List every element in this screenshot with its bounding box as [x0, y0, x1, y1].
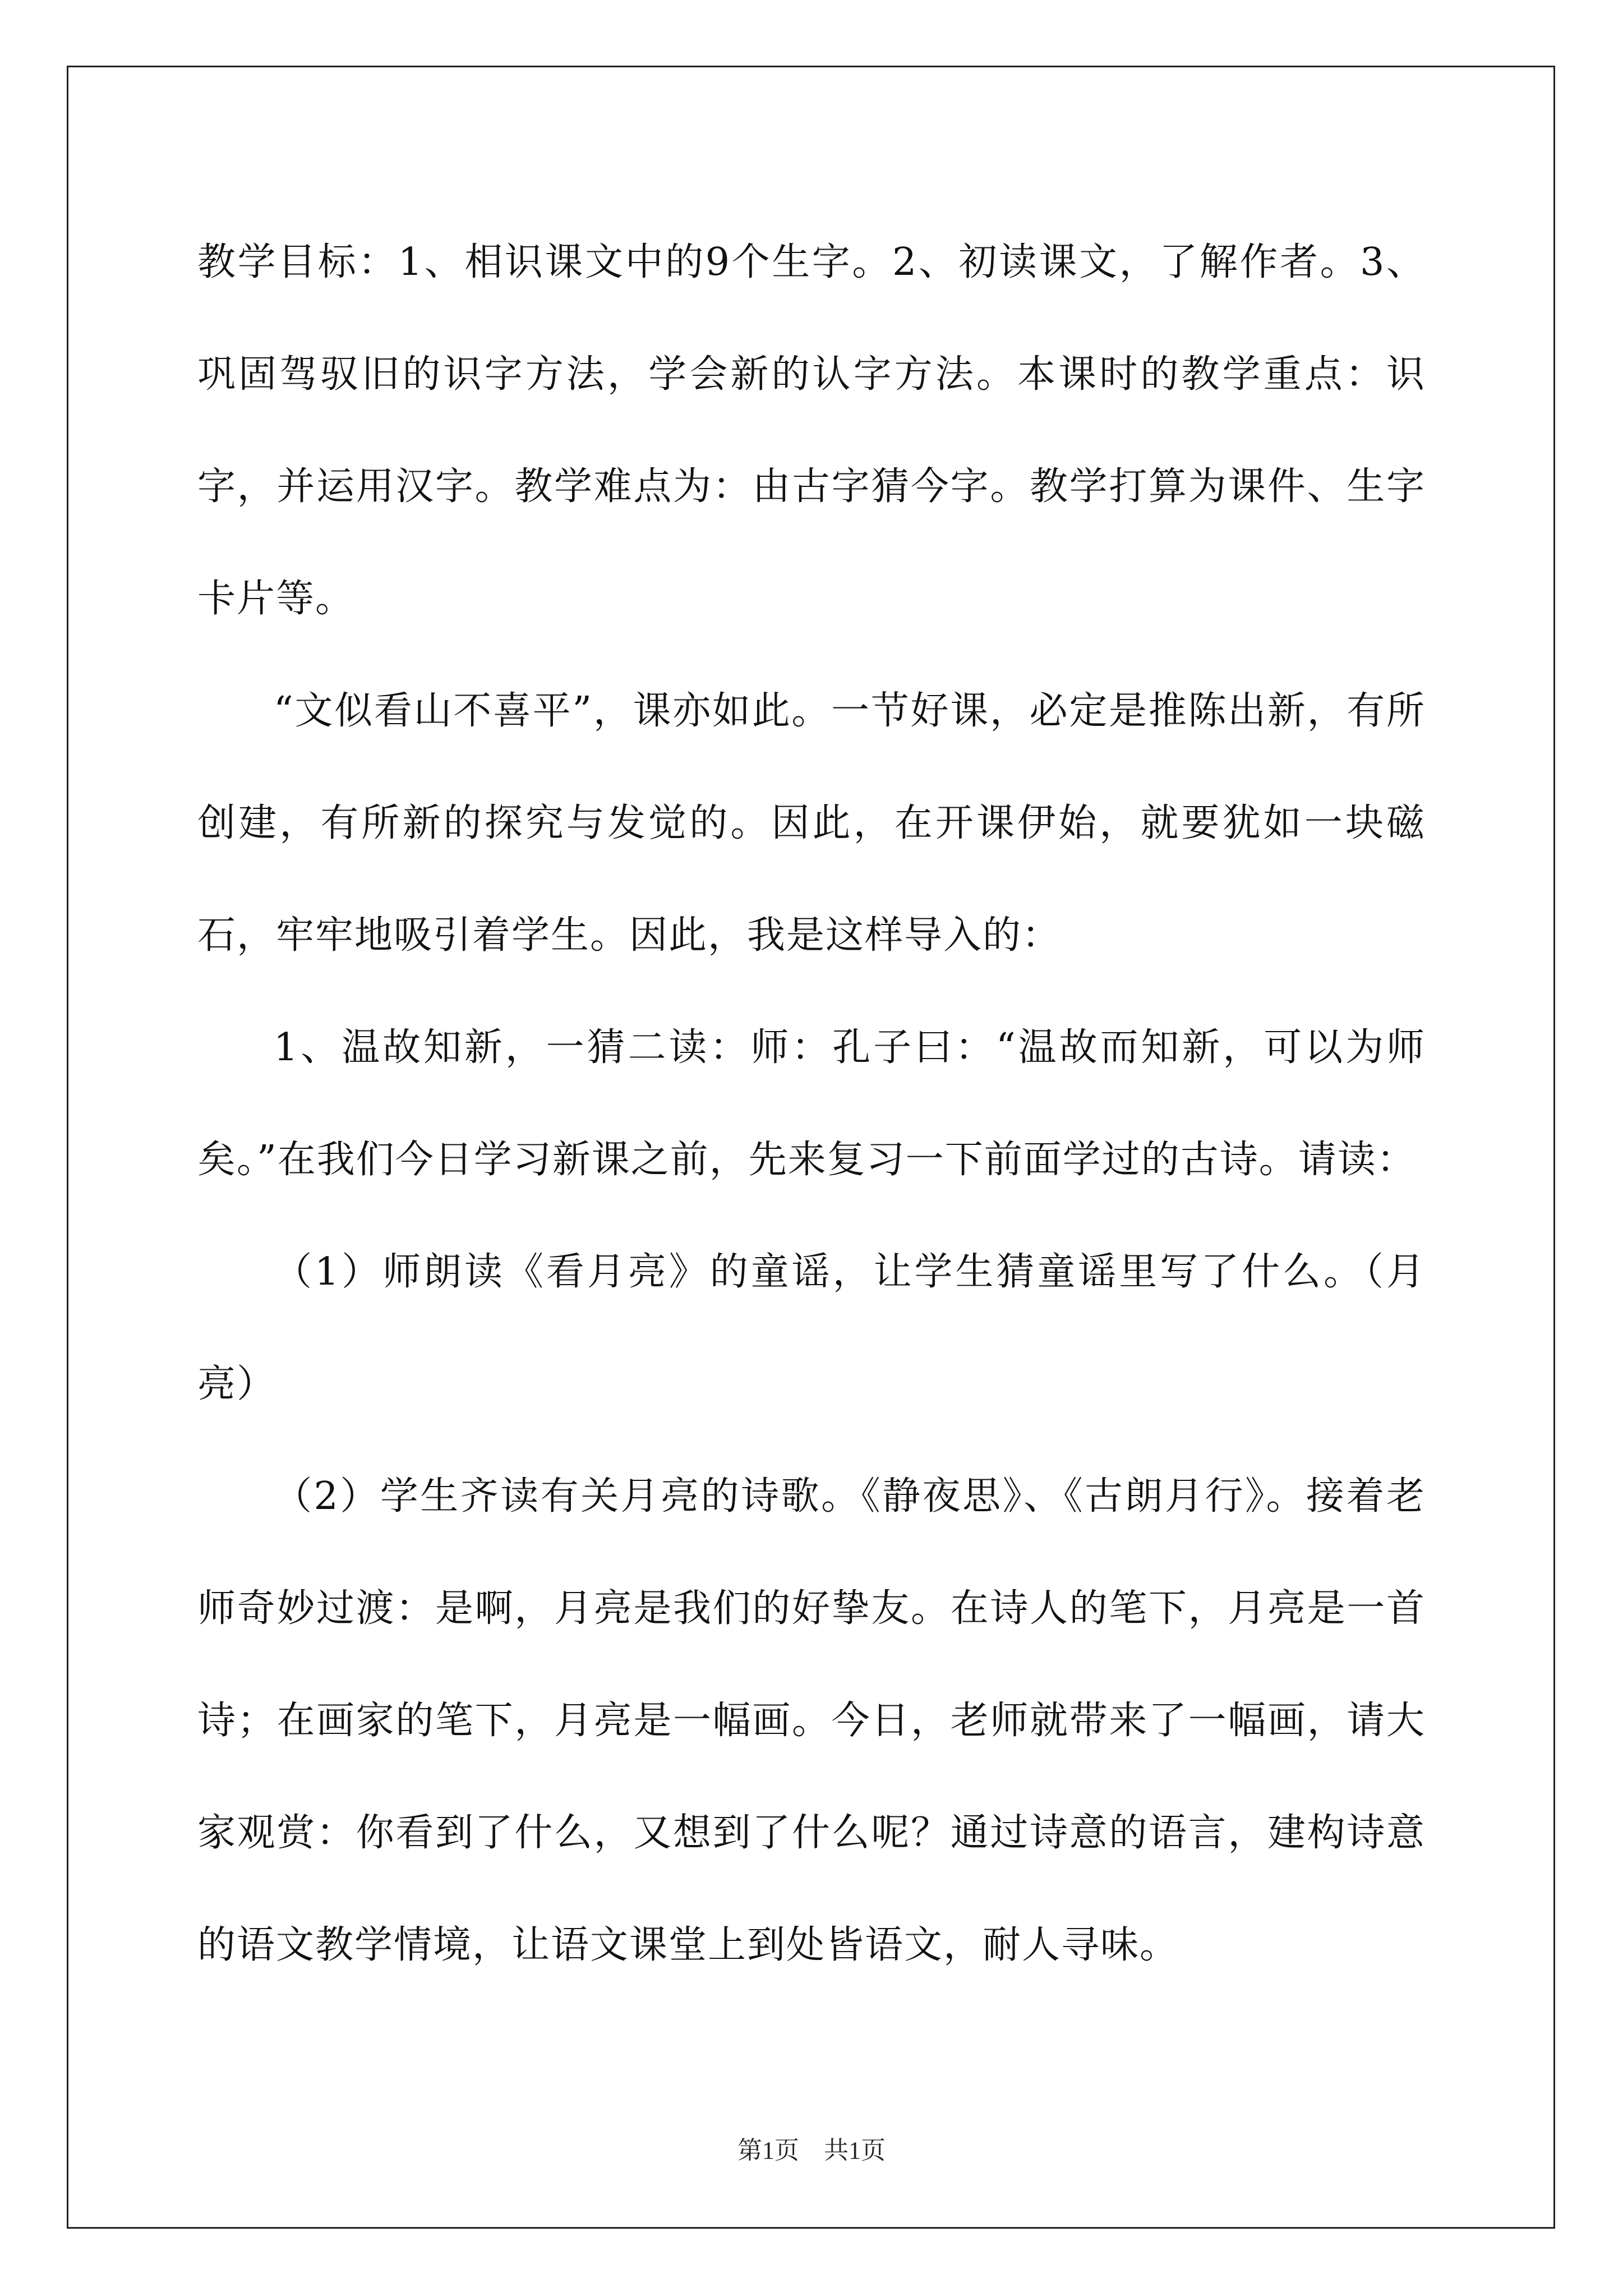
paragraph-introduction: “文似看山不喜平”，课亦如此。一节好课，必定是推陈出新，有所创建，有所新的探究与发觉的。因此，在开课伊始，就要犹如一块磁石，牢牢地吸引着学生。因此，我是这样导入的： [197, 689, 1426, 958]
paragraph-step-one: （1）师朗读《看月亮》的童谣，让学生猜童谣里写了什么。（月亮） [197, 1250, 1426, 1406]
page-footer: 第1页 共1页 [737, 2137, 886, 2164]
paragraph-review-step: 1、温故知新，一猜二读：师：孔子曰：“温故而知新，可以为师矣。”在我们今日学习新课之前，先来复习一下前面学过的古诗。请读： [197, 1025, 1426, 1182]
paragraph-teaching-goals: 教学目标：1、相识课文中的9个生字。2、初读课文，了解作者。3、巩固驾驭旧的识字方法，学会新的认字方法。本课时的教学重点：识字，并运用汉字。教学难点为：由古字猜今字。教学打算为课件、生字卡片等。 [197, 240, 1426, 621]
document-body [197, 206, 1426, 2001]
paragraph-step-two: （2）学生齐读有关月亮的诗歌。《静夜思》、《古朗月行》。接着老师奇妙过渡：是啊，月亮是我们的好挚友。在诗人的笔下，月亮是一首诗；在画家的笔下，月亮是一幅画。今日，老师就带来了一幅画，请大家观赏：你看到了什么，又想到了什么呢？通过诗意的语言，建构诗意的语文教学情境，让语文课堂上到处皆语文，耐人寻味。 [197, 1474, 1426, 1967]
